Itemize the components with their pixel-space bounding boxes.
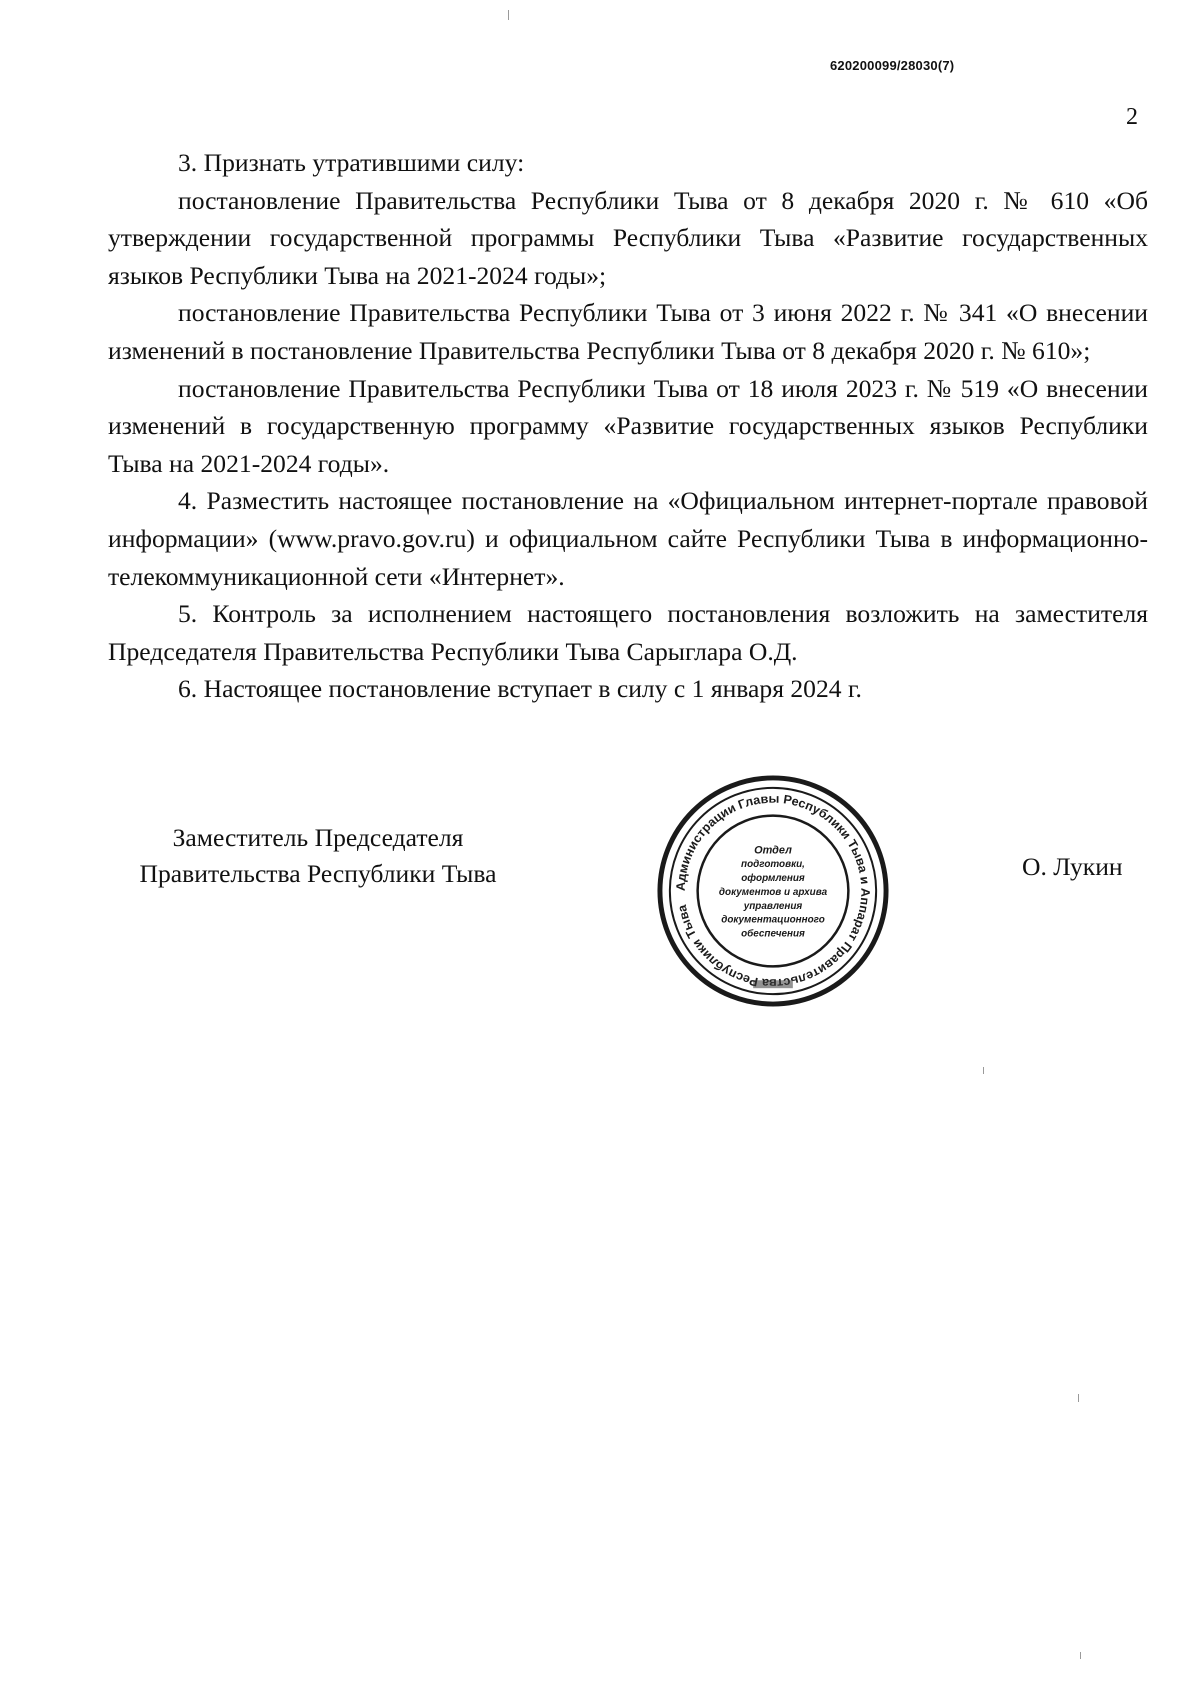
paragraph-repealed-act-1: постановление Правительства Республики Тыва от 8 декабря 2020 г. № 610 «Об утверждении государственной программы Республики Тыва «Развитие государственных языков Республики Тыва на 2021-2024 годы»;	[108, 185, 1148, 290]
seal-center-line-1: Отдел	[754, 844, 792, 857]
official-seal-stamp	[654, 772, 892, 1010]
seal-scan-smudge	[753, 980, 793, 988]
paragraph-repealed-act-2: постановление Правительства Республики Тыва от 3 июня 2022 г. № 341 «О внесении изменений в постановление Правительства Республики Тыва от 8 декабря 2020 г. № 610»;	[108, 298, 1148, 365]
seal-center-line-4: документов и архива	[718, 886, 828, 898]
paragraph-3-heading: 3. Признать утратившими силу:	[178, 148, 525, 177]
paragraph-6-effective-date: 6. Настоящее постановление вступает в силу с 1 января 2024 г.	[178, 674, 862, 704]
page-number: 2	[1126, 104, 1138, 130]
seal-graphic	[654, 772, 892, 1010]
signatory-title-line-1: Заместитель Председателя	[172, 823, 464, 852]
paragraph-repealed-act-3: постановление Правительства Республики Тыва от 18 июля 2023 г. № 519 «О внесении изменений в государственную программу «Развитие государственных языков Республики Тыва на 2021-2024 годы».	[108, 373, 1148, 478]
signatory-title	[108, 820, 528, 892]
scan-artifact-mark	[508, 10, 509, 20]
seal-center-line-6: документационного	[721, 914, 825, 926]
paragraph-5-control: 5. Контроль за исполнением настоящего постановления возложить на заместителя Председателя Правительства Республики Тыва Сарыглара О.Д.	[108, 599, 1148, 666]
paragraph-4-publication: 4. Разместить настоящее постановление на «Официальном интернет-портале правовой информации» (www.pravo.gov.ru) и официальном сайте Республики Тыва в информационно-телекоммуникационной сети «Интернет».	[108, 486, 1148, 591]
signatory-name: О. Лукин	[1022, 852, 1123, 881]
seal-center-line-2: подготовки,	[741, 859, 805, 871]
seal-center-line-3: оформления	[741, 873, 805, 885]
signatory-title-line-2: Правительства Республики Тыва	[139, 859, 497, 888]
scan-artifact-mark	[1080, 1652, 1081, 1659]
scan-artifact-mark	[983, 1067, 984, 1074]
document-registration-number: 620200099/28030(7)	[830, 58, 955, 73]
seal-center-line-7: обеспечения	[741, 928, 805, 940]
scan-artifact-mark	[1078, 1394, 1079, 1402]
seal-center-line-5: управления	[743, 900, 803, 912]
document-body	[108, 144, 1148, 708]
seal-outer-text: Администрации Главы Республики Тыва и Аппарат Правитель еспублики Тыва	[673, 791, 873, 989]
